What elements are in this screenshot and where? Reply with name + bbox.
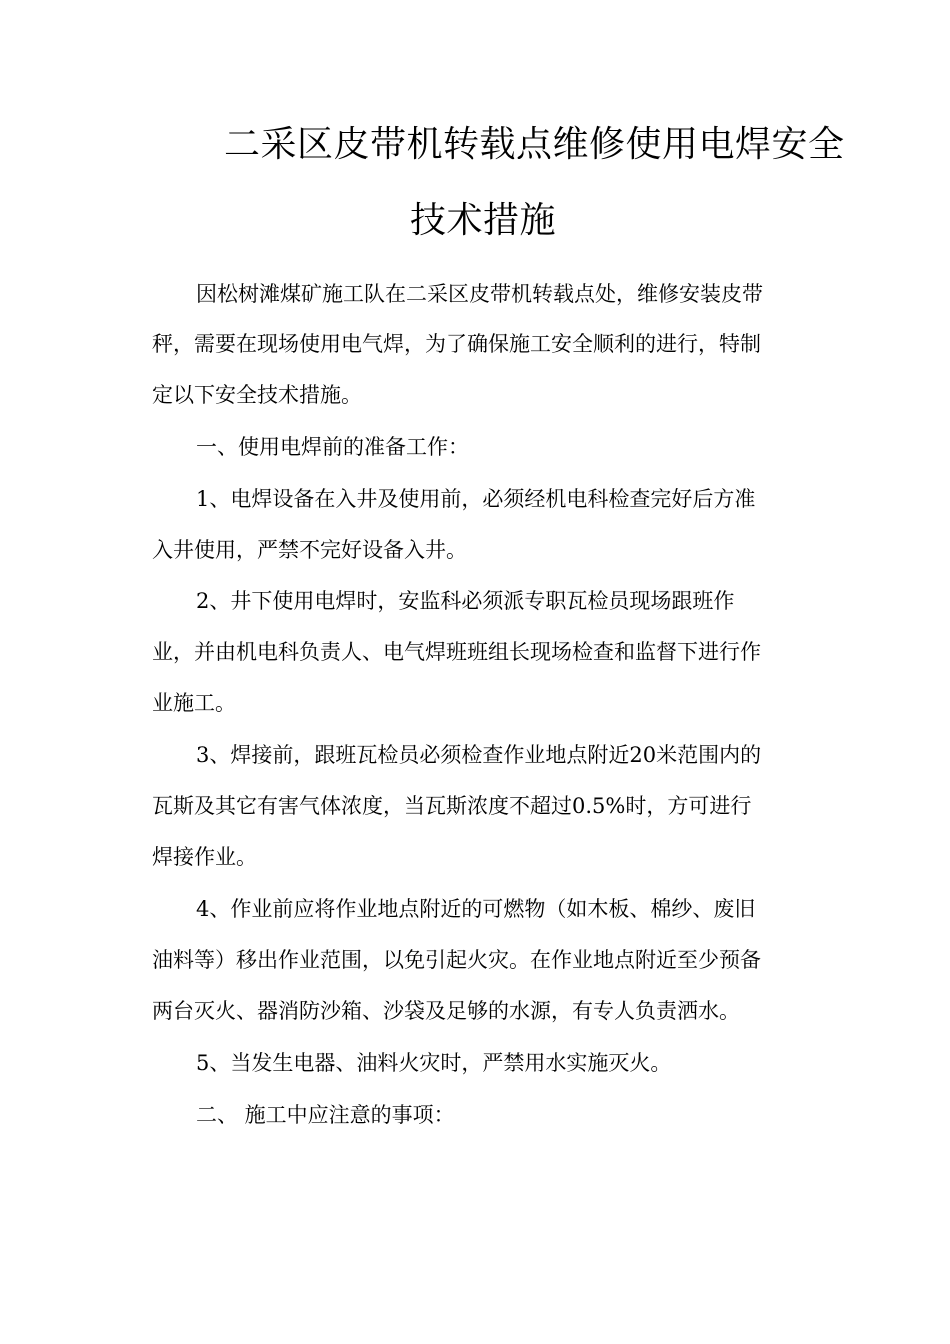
item-4-line-2: 油料等）移出作业范围，以免引起火灾。在作业地点附近至少预备 — [152, 948, 761, 972]
document-title-line-1: 二采区皮带机转载点维修使用电焊安全 — [224, 124, 845, 165]
section-heading-1: 一、使用电焊前的准备工作： — [196, 435, 469, 459]
item-2-line-1: 2、井下使用电焊时，安监科必须派专职瓦检员现场跟班作 — [196, 589, 735, 613]
item-4-line-3: 两台灭火、器消防沙箱、沙袋及足够的水源，有专人负责洒水。 — [152, 999, 740, 1023]
document-title-line-2: 技术措施 — [410, 200, 557, 241]
section-heading-2: 二、 施工中应注意的事项： — [196, 1103, 455, 1127]
item-4-line-1: 4、作业前应将作业地点附近的可燃物（如木板、棉纱、废旧 — [196, 897, 756, 921]
item-1-line-2: 入井使用，严禁不完好设备入井。 — [152, 538, 467, 562]
item-3-line-2: 瓦斯及其它有害气体浓度，当瓦斯浓度不超过0.5%时，方可进行 — [152, 794, 752, 818]
item-1-line-1: 1、电焊设备在入井及使用前，必须经机电科检查完好后方准 — [196, 487, 756, 511]
item-2-line-2: 业，并由机电科负责人、电气焊班班组长现场检查和监督下进行作 — [152, 640, 761, 664]
item-5-line-1: 5、当发生电器、油料火灾时，严禁用水实施灭火。 — [196, 1051, 672, 1075]
intro-line-1: 因松树滩煤矿施工队在二采区皮带机转载点处，维修安装皮带 — [196, 282, 763, 306]
item-3-line-3: 焊接作业。 — [152, 845, 257, 869]
item-3-line-1: 3、焊接前，跟班瓦检员必须检查作业地点附近20米范围内的 — [196, 743, 762, 767]
item-2-line-3: 业施工。 — [152, 691, 236, 715]
intro-line-3: 定以下安全技术措施。 — [152, 383, 362, 407]
intro-line-2: 秤，需要在现场使用电气焊，为了确保施工安全顺利的进行，特制 — [152, 332, 761, 356]
